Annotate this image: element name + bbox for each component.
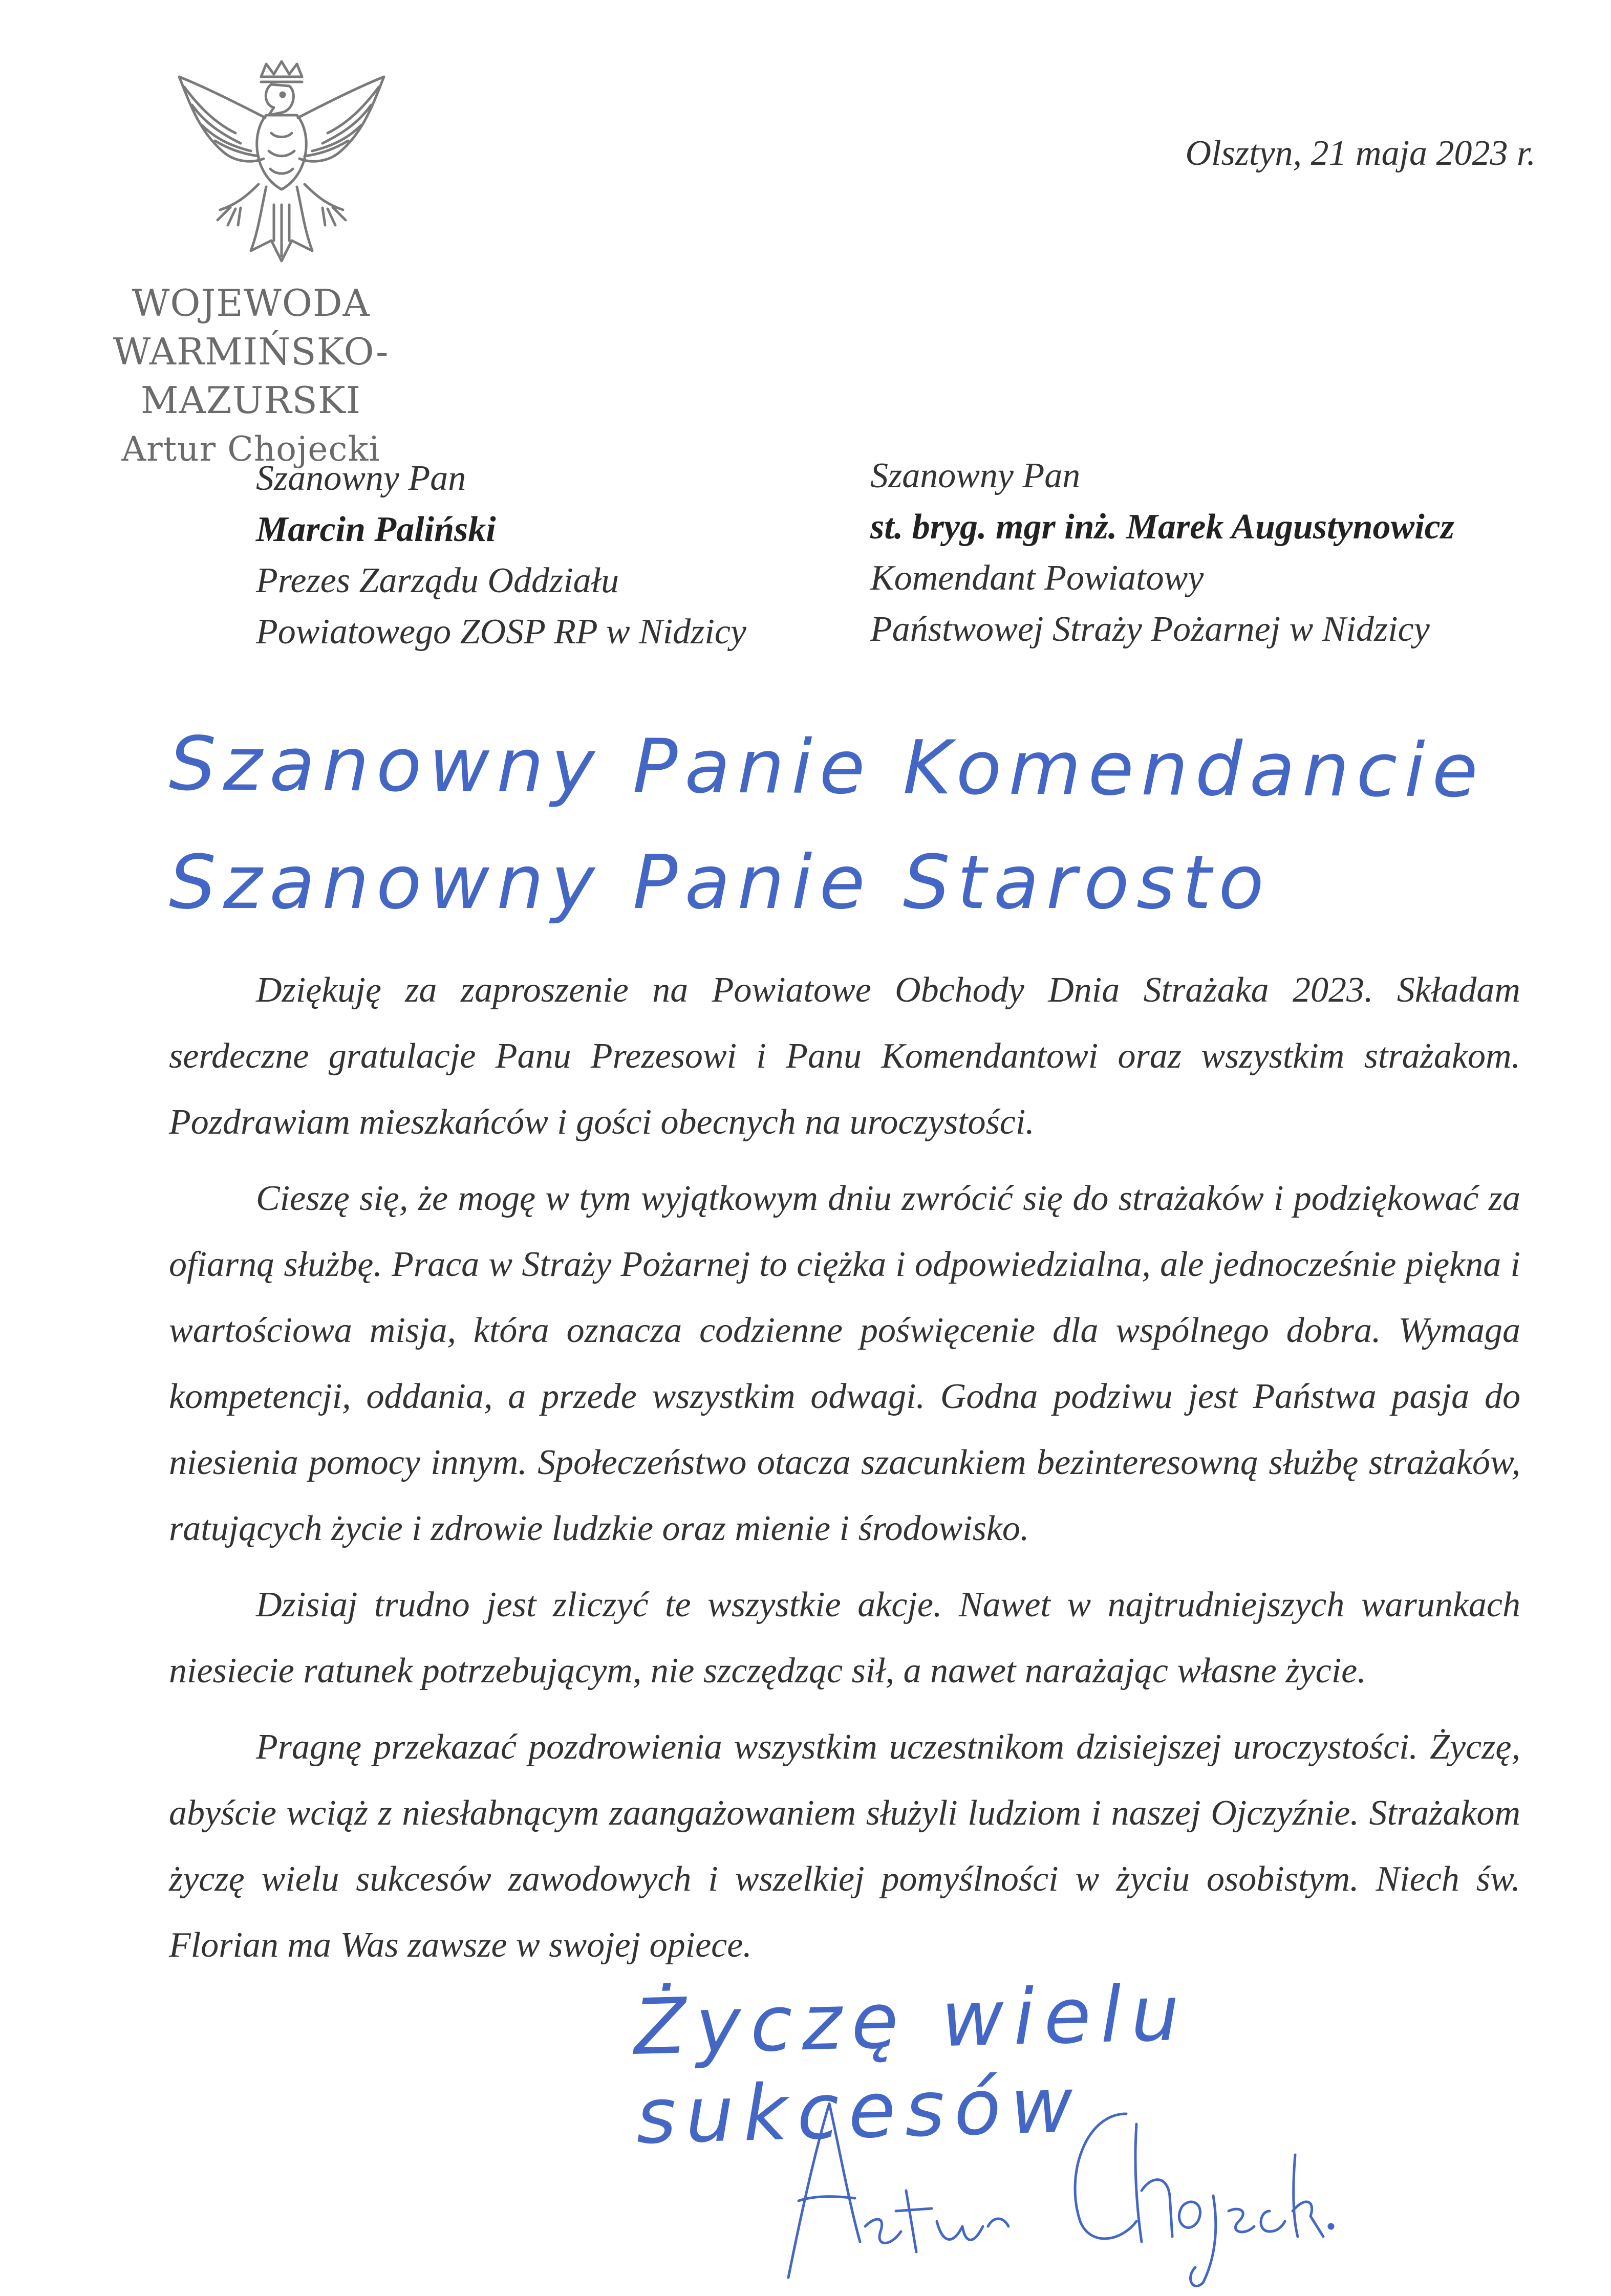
signature-artur-chojecki	[727, 2073, 1341, 2288]
recipient-salutation: Szanowny Pan	[256, 459, 466, 498]
body-paragraph: Dziękuję za zaproszenie na Powiatowe Obchody Dnia Strażaka 2023. Składam serdeczne gratulacje Panu Prezesowi i Panu Komendantowi oraz wszystkim strażakom. Pozdrawiam mieszkańców i gości obecnych na uroczystości.	[169, 970, 1520, 1142]
office-title: WOJEWODA	[132, 281, 370, 324]
office-region: WARMIŃSKO-MAZURSKI	[113, 330, 389, 422]
handwritten-salutation-starost: Szanowny Panie Starosto	[169, 839, 1271, 926]
recipient-title-line: Państwowej Straży Pożarnej w Nidzicy	[870, 610, 1430, 649]
recipient-left	[256, 453, 793, 658]
letter-body	[169, 957, 1520, 1988]
recipient-title-line: Powiatowego ZOSP RP w Nidzicy	[256, 612, 746, 652]
body-paragraph: Pragnę przekazać pozdrowienia wszystkim uczestnikom dzisiejszej uroczystości. Życzę, abyście wciąż z niesłabnącym zaangażowaniem służyli ludziom i naszej Ojczyźnie. Strażakom życzę wielu sukcesów zawodowych i wszelkiej pomyślności w życiu osobistym. Niech św. Florian ma Was zawsze w swojej opiece.	[169, 1727, 1520, 1965]
recipient-name: st. bryg. mgr inż. Marek Augustynowicz	[870, 507, 1454, 547]
body-paragraph: Dzisiaj trudno jest zliczyć te wszystkie akcje. Nawet w najtrudniejszych warunkach niesiecie ratunek potrzebującym, nie szczędząc sił, a nawet narażając własne życie.	[169, 1585, 1520, 1691]
handwritten-closing: Życzę wielu sukcesów	[632, 1968, 1190, 2161]
office-holder-name: Artur Chojecki	[121, 429, 380, 469]
place-date: Olsztyn, 21 maja 2023 r.	[1185, 134, 1536, 173]
recipient-title-line: Prezes Zarządu Oddziału	[256, 561, 619, 600]
recipient-salutation: Szanowny Pan	[870, 456, 1081, 495]
recipient-right	[870, 450, 1536, 655]
polish-eagle-emblem	[169, 56, 394, 292]
office-name-block	[20, 279, 481, 473]
recipient-name: Marcin Paliński	[256, 510, 496, 549]
recipient-title-line: Komendant Powiatowy	[870, 558, 1204, 598]
body-paragraph: Cieszę się, że mogę w tym wyjątkowym dniu zwrócić się do strażaków i podziękować za ofiarną służbę. Praca w Straży Pożarnej to ciężka i odpowiedzialna, ale jednocześnie piękna i wartościowa misja, która oznacza codzienne poświęcenie dla wspólnego dobra. Wymaga kompetencji, oddania, a przede wszystkim odwagi. Godna podziwu jest Państwa pasja do niesienia pomocy innym. Społeczeństwo otacza szacunkiem bezinteresowną służbę strażaków, ratujących życie i zdrowie ludzkie oraz mienie i środowisko.	[169, 1179, 1520, 1548]
handwritten-salutation-commander: Szanowny Panie Komendancie	[168, 721, 1486, 814]
